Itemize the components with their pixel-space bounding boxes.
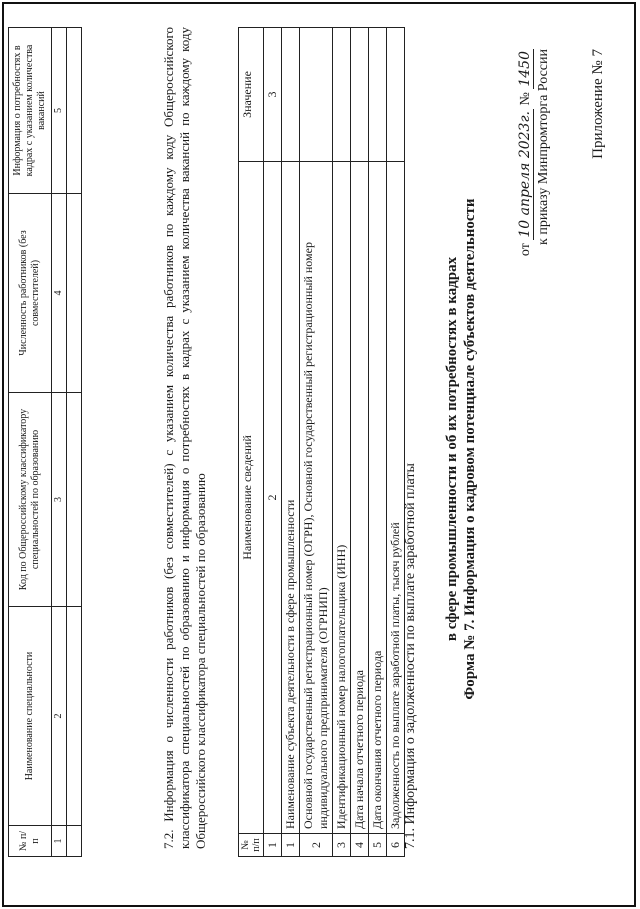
- empty-cell[interactable]: [67, 28, 82, 194]
- table-row: [67, 28, 82, 857]
- row-number: 6: [387, 834, 405, 857]
- table-header-row: [239, 28, 264, 857]
- header-cell-name: Наименование сведений: [239, 162, 264, 834]
- table-row: [282, 28, 300, 857]
- header-cell-headcount: Численность работников (без совместителей): [9, 194, 52, 393]
- column-number-cell: 3: [264, 28, 282, 162]
- row-number: 5: [369, 834, 387, 857]
- table-header-row: [9, 28, 52, 857]
- value-cell[interactable]: [300, 28, 333, 162]
- row-label: Основной государственный регистрационный номер (ОГРН), Основной государственный регистрационный номер индивидуального предпринимателя (ОГРНИП): [300, 162, 333, 834]
- value-cell[interactable]: [387, 28, 405, 162]
- column-number-cell: 4: [52, 194, 67, 393]
- order-date-handwritten: 10 апреля 2023г.: [517, 111, 533, 238]
- column-number-cell: 5: [52, 28, 67, 194]
- row-number: 2: [300, 834, 333, 857]
- order-reference: к приказу Минпромторга России: [536, 49, 551, 245]
- row-number: 1: [282, 834, 300, 857]
- order-number-label: №: [518, 92, 533, 106]
- row-label: Дата окончания отчетного периода: [369, 162, 387, 834]
- section1-title: 7.1. Информация о задолженности по выплате заработной платы: [403, 463, 418, 849]
- row-label: Дата начала отчетного периода: [351, 162, 369, 834]
- header-cell-specialty: Наименование специальности: [9, 607, 52, 826]
- value-cell[interactable]: [282, 28, 300, 162]
- order-prefix: от: [518, 243, 533, 257]
- form-title-line1: Форма № 7. Информация о кадровом потенциале субъектов деятельности: [462, 198, 478, 700]
- table-row: [300, 28, 333, 857]
- row-number: 3: [333, 834, 351, 857]
- header-cell-number: № п/п: [9, 826, 52, 857]
- order-date-line: [517, 49, 534, 349]
- empty-cell[interactable]: [67, 194, 82, 393]
- empty-cell[interactable]: [67, 826, 82, 857]
- header-cell-code: Код по Общероссийскому классификатору специальностей по образованию: [9, 393, 52, 607]
- table-numbering-row: [52, 28, 67, 857]
- table-numbering-row: [264, 28, 282, 857]
- row-label: Задолженность по выплате заработной платы, тысяч рублей: [387, 162, 405, 834]
- header-cell-value: Значение: [239, 28, 264, 162]
- column-number-cell: 1: [264, 834, 282, 857]
- form-title-line2: в сфере промышленности и об их потребностях в кадрах: [444, 256, 460, 642]
- table-row: [351, 28, 369, 857]
- value-cell[interactable]: [351, 28, 369, 162]
- column-number-cell: 2: [52, 607, 67, 826]
- table-row: [333, 28, 351, 857]
- column-number-cell: 1: [52, 826, 67, 857]
- value-cell[interactable]: [369, 28, 387, 162]
- header-cell-number: № п/п: [239, 834, 264, 857]
- header-cell-vacancies: Информация о потребностях в кадрах с указанием количества вакансий: [9, 28, 52, 194]
- value-cell[interactable]: [333, 28, 351, 162]
- salary-debt-table: [238, 27, 405, 857]
- table-row: [369, 28, 387, 857]
- row-label: Наименование субъекта деятельности в сфере промышленности: [282, 162, 300, 834]
- personnel-table: [8, 27, 82, 857]
- row-label: Идентификационный номер налогоплательщика (ИНН): [333, 162, 351, 834]
- empty-cell[interactable]: [67, 393, 82, 607]
- row-number: 4: [351, 834, 369, 857]
- empty-cell[interactable]: [67, 607, 82, 826]
- column-number-cell: 2: [264, 162, 282, 834]
- table-row: [387, 28, 405, 857]
- section2-description: 7.2. Информация о численности работников (без совместителей) с указанием количества работников по каждому коду Общероссийского классификатора специальностей по образованию и информация о потребностях в кадрах с указанием количества вакансий по каждому коду Общероссийского классификатора специальностей по образованию: [161, 27, 208, 849]
- order-number-handwritten: 1450: [517, 51, 533, 87]
- column-number-cell: 3: [52, 393, 67, 607]
- appendix-title: Приложение № 7: [590, 49, 606, 159]
